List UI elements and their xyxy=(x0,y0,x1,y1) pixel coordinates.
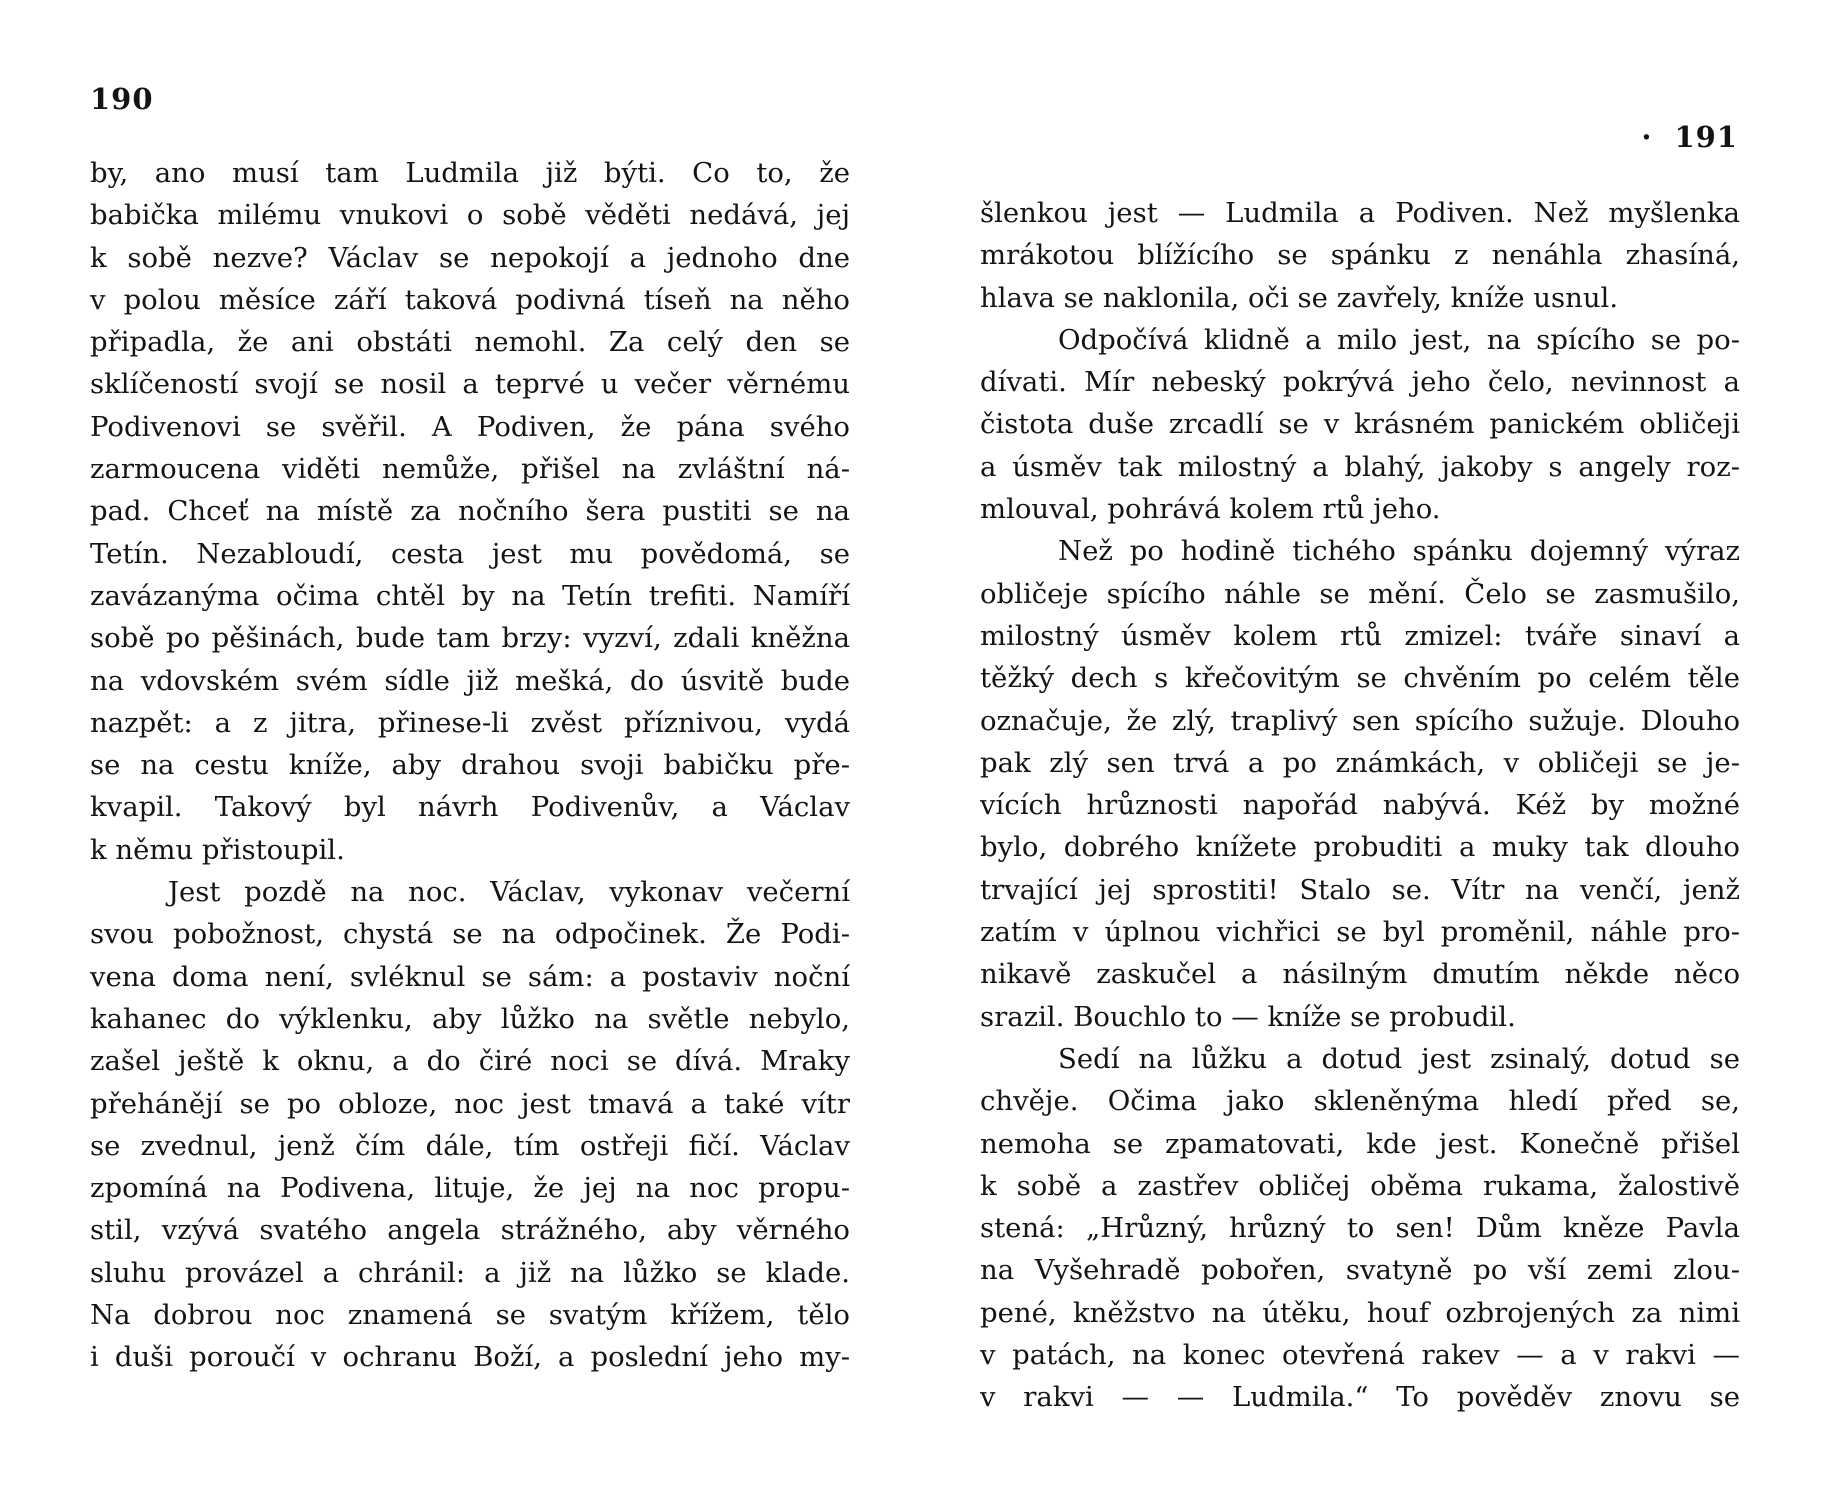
text-line: těžký dech s křečovitým se chvěním po celém těle xyxy=(980,662,1740,695)
text-line: kahanec do výklenku, aby lůžko na světle nebylo, xyxy=(90,1002,850,1035)
text-line: a úsměv tak milostný a blahý, jakoby s angely roz- xyxy=(980,450,1740,483)
text-line: mrákotou blížícího se spánku z nenáhla zhasíná, xyxy=(980,239,1740,272)
text-line: vících hrůznosti napořád nabývá. Kéž by možné xyxy=(980,789,1740,822)
text-line: Na dobrou noc znamená se svatým křížem, tělo xyxy=(90,1299,850,1332)
text-line: na Vyšehradě pobořen, svatyně po vší zemi zlou- xyxy=(980,1254,1740,1287)
text-line: stil, vzývá svatého angela strážného, aby věrného xyxy=(90,1214,850,1247)
text-line: srazil. Bouchlo to — kníže se probudil. xyxy=(980,1000,1516,1033)
page-number-right xyxy=(1641,120,1738,154)
text-line: čistota duše zrcadlí se v krásném panickém obličeji xyxy=(980,408,1740,441)
text-line: svou pobožnost, chystá se na odpočinek. Že Podi- xyxy=(90,918,850,951)
folio-dot: · xyxy=(1641,120,1653,154)
text-line: dívati. Mír nebeský pokrývá jeho čelo, nevinnost a xyxy=(980,366,1740,399)
text-line: milostný úsměv kolem rtů zmizel: tváře sinaví a xyxy=(980,619,1740,652)
text-line: zašel ještě k oknu, a do čiré noci se dívá. Mraky xyxy=(90,1045,850,1078)
text-line: šlenkou jest — Ludmila a Podiven. Než myšlenka xyxy=(980,197,1740,229)
page-number-right-value: 191 xyxy=(1674,120,1738,154)
text-line: bylo, dobrého knížete probuditi a muky tak dlouho xyxy=(980,831,1740,864)
text-line: Tetín. Nezabloudí, cesta jest mu povědomá, se xyxy=(90,537,850,570)
text-line: k němu přistoupil. xyxy=(90,833,345,866)
text-line: pak zlý sen trvá a po známkách, v obličeji se je- xyxy=(980,746,1740,779)
text-line: zatím v úplnou vichřici se byl proměnil, náhle pro- xyxy=(980,916,1740,949)
text-line: nazpět: a z jitra, přinese-li zvěst příznivou, vydá xyxy=(90,706,850,739)
text-line: zpomíná na Podivena, lituje, že jej na noc propu- xyxy=(90,1172,850,1205)
text-line: pad. Chceť na místě za nočního šera pustiti se na xyxy=(90,495,850,528)
text-line: kvapil. Takový byl návrh Podivenův, a Václav xyxy=(90,791,850,824)
text-line: mlouval, pohrává kolem rtů jeho. xyxy=(980,493,1441,526)
text-line: obličeje spícího náhle se mění. Čelo se zasmušilo, xyxy=(980,577,1740,610)
text-line: babička milému vnukovi o sobě věděti nedává, jej xyxy=(90,199,850,232)
text-line: sluhu provázel a chránil: a již na lůžko se klade. xyxy=(90,1256,850,1289)
text-line: chvěje. Očima jako skleněnýma hledí před se, xyxy=(980,1085,1740,1118)
paragraph-first-line: Než po hodině tichého spánku dojemný výraz xyxy=(1058,535,1740,568)
paragraph-first-line: Jest pozdě na noc. Václav, vykonav večerní xyxy=(168,876,850,909)
text-line: připadla, že ani obstáti nemohl. Za celý den se xyxy=(90,326,850,359)
text-line: zavázanýma očima chtěl by na Tetín trefiti. Namíří xyxy=(90,579,850,612)
text-line: k sobě nezve? Václav se nepokojí a jednoho dne xyxy=(90,241,850,274)
left-page-text xyxy=(90,152,850,1379)
text-line: se zvednul, jenž čím dále, tím ostřeji fičí. Václav xyxy=(90,1129,850,1162)
text-line: v patách, na konec otevřená rakev — a v rakvi — xyxy=(980,1339,1740,1372)
paragraph-first-line: Odpočívá klidně a milo jest, na spícího se po- xyxy=(1058,323,1740,356)
text-line: v rakvi — — Ludmila.“ To pověděv znovu se xyxy=(980,1381,1740,1414)
paragraph-first-line: Sedí na lůžku a dotud jest zsinalý, dotud se xyxy=(1058,1042,1740,1075)
right-page xyxy=(980,0,1740,1500)
text-line: i duši poroučí v ochranu Boží, a poslední jeho my- xyxy=(90,1341,850,1374)
text-line: přehánějí se po obloze, noc jest tmavá a také vítr xyxy=(90,1087,850,1120)
text-line: trvající jej sprostiti! Stalo se. Vítr na venčí, jenž xyxy=(980,873,1740,906)
text-line: sklíčeností svojí se nosil a teprvé u večer věrnému xyxy=(90,368,850,401)
right-page-text xyxy=(980,192,1740,1419)
text-line: vena doma není, svléknul se sám: a postaviv noční xyxy=(90,960,850,993)
text-line: se na cestu kníže, aby drahou svoji babičku pře- xyxy=(90,749,850,782)
left-page xyxy=(90,0,850,1500)
text-line: na vdovském svém sídle již mešká, do úsvitě bude xyxy=(90,664,850,697)
text-line: označuje, že zlý, traplivý sen spícího sužuje. Dlouho xyxy=(980,704,1740,737)
text-line: Podivenovi se svěřil. A Podiven, že pána svého xyxy=(90,410,850,443)
text-line: k sobě a zastřev obličej oběma rukama, žalostivě xyxy=(980,1169,1740,1202)
page-number-left: 190 xyxy=(90,82,154,116)
text-line: nikavě zaskučel a násilným dmutím někde něco xyxy=(980,958,1740,991)
text-line: v polou měsíce září taková podivná tíseň na něho xyxy=(90,283,850,316)
text-line: hlava se naklonila, oči se zavřely, kníže usnul. xyxy=(980,281,1619,314)
text-line: sobě po pěšinách, bude tam brzy: vyzví, zdali kněžna xyxy=(90,622,850,655)
text-line: nemoha se zpamatovati, kde jest. Konečně přišel xyxy=(980,1127,1740,1160)
text-line: stená: „Hrůzný, hrůzný to sen! Dům kněze Pavla xyxy=(980,1212,1740,1245)
text-line: pené, kněžstvo na útěku, houf ozbrojených za nimi xyxy=(980,1296,1740,1329)
text-line: by, ano musí tam Ludmila již býti. Co to, že xyxy=(90,157,850,189)
text-line: zarmoucena viděti nemůže, přišel na zvláštní ná- xyxy=(90,453,850,486)
